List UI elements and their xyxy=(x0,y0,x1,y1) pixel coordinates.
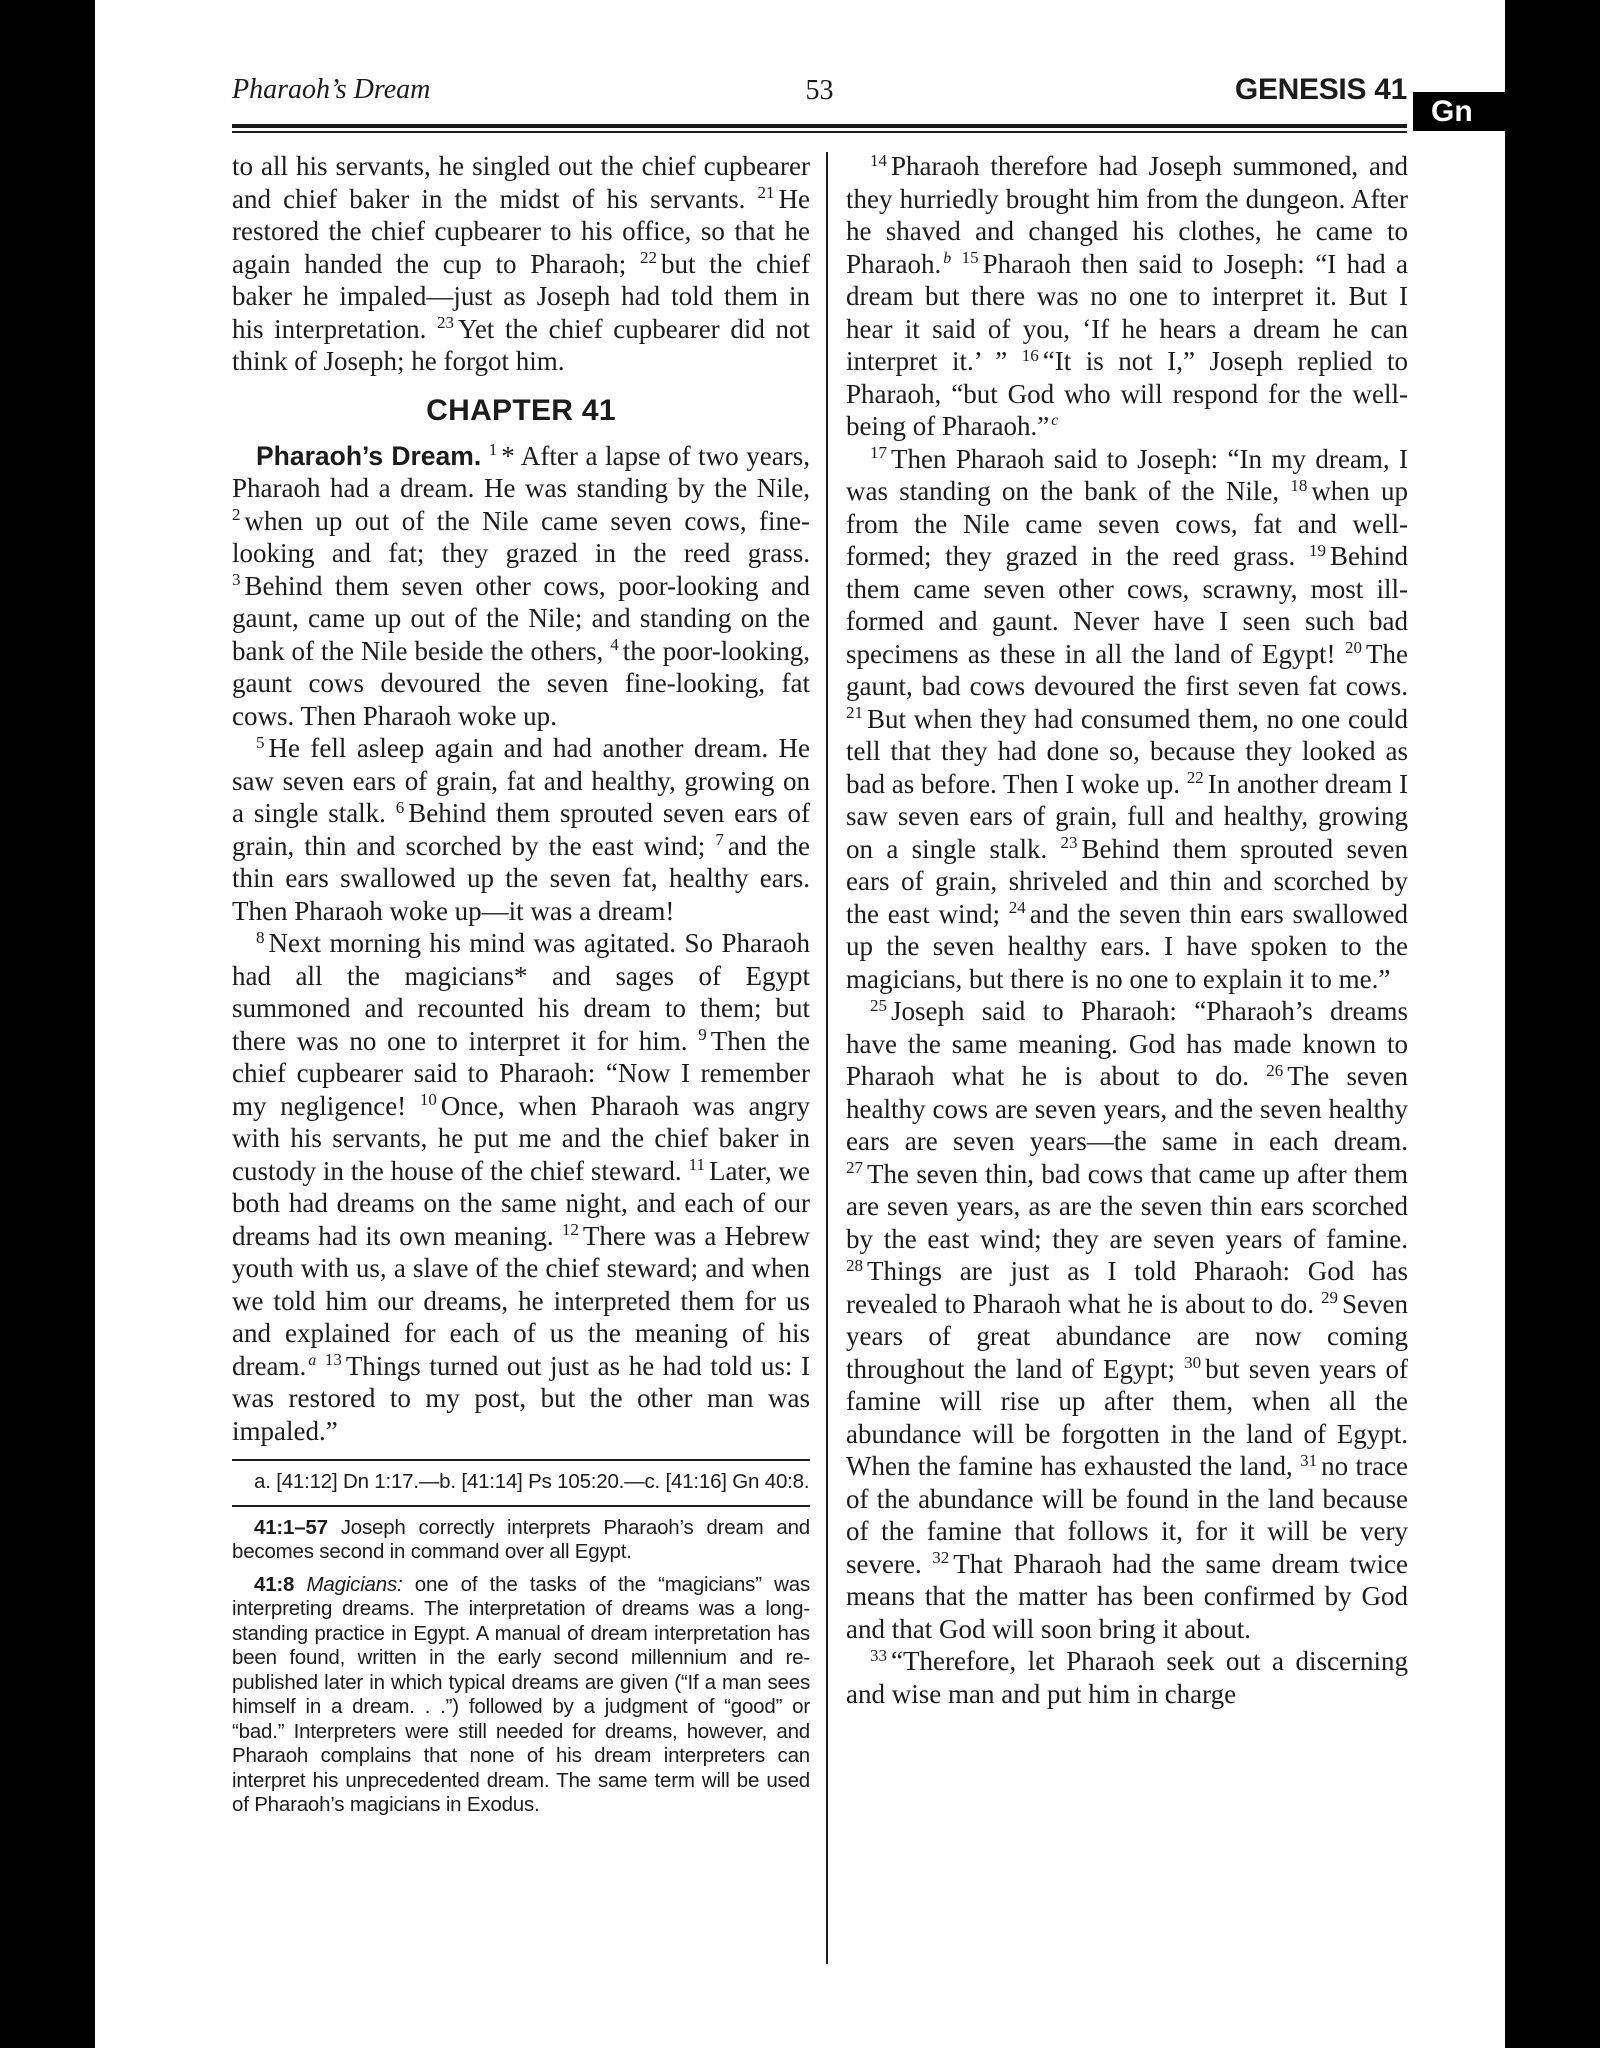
footnote-letter: c xyxy=(1051,412,1059,429)
verse-number: 30 xyxy=(1184,1353,1202,1372)
crossref-paragraph: a. [41:12] Dn 1:17.—b. [41:14] Ps 105:20.—c. [41:16] Gn 40:8. xyxy=(254,1470,810,1493)
running-head: Pharaoh’s Dream xyxy=(232,74,431,105)
left-column xyxy=(232,150,810,1818)
verse-paragraph: to all his servants, he singled out the chief cupbearer and chief baker in the midst of his servants. $^{21}$ He restored the chief cupbearer to his office, so that he again handed the cup to Pharaoh; $^{22}$ but the chief baker he impaled—just as Joseph had told them in his interpretation. $^{23}$ Yet the chief cupbearer did not think of Joseph; he forgot him. xyxy=(232,151,811,376)
verse-number: 1 xyxy=(488,440,498,459)
verse-number: 26 xyxy=(1266,1060,1284,1080)
verse-number: 22 xyxy=(1186,768,1204,787)
verse-number: 27 xyxy=(846,1158,863,1177)
chapter-heading: CHAPTER 41 xyxy=(426,393,616,427)
note-reference: 41:8 xyxy=(254,1572,295,1596)
verse-paragraph: $^{25}$ Joseph said to Pharaoh: “Pharaoh’s dreams have the same meaning. God has made known to Pharaoh what he is about to do. $^{26}$ The seven healthy cows are seven years, and the seven healthy ears are seven years—the same in each dream. $^{27}$ The seven thin, bad cows that came up after them are seven years, as are the seven thin ears scorched by the east wind; they are seven years of famine. $^{28}$ Things are just as I told Pharaoh: God has revealed to Pharaoh what he is about to do. $^{29}$ Seven years of great abundance are now coming throughout the land of Egypt; $^{30}$ but seven years of famine will rise up after them, when all the abundance will be forgotten in the land of Egypt. When the famine has exhausted the land, $^{31}$ no trace of the abundance will be found in the land because of the famine that follows it, for it will be very severe. $^{32}$ That Pharaoh had the same dream twice means that the matter has been confirmed by God and that God will soon bring it about. xyxy=(846,995,1409,1644)
verse-number: 21 xyxy=(846,703,863,722)
verse-number: 33 xyxy=(870,1645,887,1665)
page-number: 53 xyxy=(805,75,834,106)
verse-paragraph: Pharaoh’s Dream. $^1$ * After a lapse of two years, Pharaoh had a dream. He was standing by the Nile, $^2$ when up out of the Nile came seven cows, fine-looking and fat; they grazed in the reed grass. $^3$ Behind them seven other cows, poor-looking and gaunt, came up out of the Nile; and standing on the bank of the Nile beside the others, $^4$ the poor-looking, gaunt cows devoured the seven fine-looking, fat cows. Then Pharaoh woke up. xyxy=(232,440,810,731)
verse-number: 15 xyxy=(961,248,979,267)
verse-paragraph: $^{17}$ Then Pharaoh said to Joseph: “In my dream, I was standing on the bank of the Nile, $^{18}$ when up from the Nile came seven cows, fat and well-formed; they grazed in the reed grass. $^{19}$ Behind them came seven other cows, scrawny, most ill-formed and gaunt. Never have I seen such bad specimens as these in all the land of Egypt! $^{20}$ The gaunt, bad cows devoured the first seven fat cows. $^{21}$ But when they had consumed them, no one could tell that they had done so, because they looked as bad as before. Then I woke up. $^{22}$ In another dream I saw seven ears of grain, full and healthy, growing on a single stalk. $^{23}$ Behind them sprouted seven ears of grain, shriveled and thin and scorched by the east wind; $^{24}$ and the seven thin ears swallowed up the seven healthy ears. I have spoken to the magicians, but there is no one to explain it to me.” xyxy=(846,443,1409,994)
verse-number: 5 xyxy=(256,732,265,752)
footnote-letter: a xyxy=(308,1351,317,1369)
verse-paragraph: $^5$ He fell asleep again and had another dream. He saw seven ears of grain, fat and healthy, growing on a single stalk. $^6$ Behind them sprouted seven ears of grain, thin and scorched by the east wind; $^7$ and the thin ears swallowed up the seven fat, healthy ears. Then Pharaoh woke up—it was a dream! xyxy=(232,732,810,926)
verse-number: 24 xyxy=(1008,898,1026,917)
verse-paragraph: $^{33}$ “Therefore, let Pharaoh seek out a discerning and wise man and put him in charge xyxy=(846,1645,1408,1709)
verse-number: 18 xyxy=(1290,475,1308,495)
verse-number: 3 xyxy=(232,570,241,589)
scan-edge-right xyxy=(1505,0,1600,2048)
verse-number: 9 xyxy=(698,1025,707,1044)
right-column xyxy=(846,150,1408,1710)
verse-number: 25 xyxy=(870,995,887,1015)
footnote-rule xyxy=(232,1505,810,1507)
verse-number: 16 xyxy=(1021,345,1039,365)
header-rule xyxy=(232,124,1407,133)
verse-number: 22 xyxy=(640,248,658,267)
column-divider xyxy=(826,152,828,1964)
verse-number: 23 xyxy=(437,313,455,332)
verse-number: 10 xyxy=(419,1090,437,1109)
verse-number: 17 xyxy=(870,443,887,462)
italic-term: Magicians: xyxy=(306,1572,403,1596)
verse-number: 2 xyxy=(232,505,241,524)
paragraph-lead: Pharaoh’s Dream. xyxy=(256,440,482,471)
verse-paragraph: $^8$ Next morning his mind was agitated. So Pharaoh had all the magicians* and sages of Egypt summoned and recounted his dream to them; but there was no one to interpret it for him. $^9$ Then the chief cupbearer said to Pharaoh: “Now I remember my negligence! $^{10}$ Once, when Pharaoh was angry with his servants, he put me and the chief baker in custody in the house of the chief steward. $^{11}$ Later, we both had dreams on the same night, and each of our dreams had its own meaning. $^{12}$ There was a Hebrew youth with us, a slave of the chief steward; and when we told him our dreams, he interpreted them for us and explained for each of us the meaning of his dream. $^a$ $^{13}$ Things turned out just as he had told us: I was restored to my post, but the other man was impaled.” xyxy=(232,927,811,1446)
scan-edge-left xyxy=(0,0,95,2048)
verse-number: 6 xyxy=(395,797,405,817)
verse-number: 29 xyxy=(1321,1288,1339,1307)
verse-number: 20 xyxy=(1345,638,1363,657)
verse-number: 31 xyxy=(1300,1450,1318,1470)
note-reference: 41:1–57 xyxy=(254,1515,328,1539)
footnote-rule xyxy=(232,1459,810,1461)
verse-number: 13 xyxy=(324,1350,342,1369)
note-paragraph: 41:8 Magicians: one of the tasks of the “magicians” was interpreting dreams. The interpretation of dreams was a long-standing practice in Egypt. A manual of dream interpretation has been found, written in the early second millennium and re-published later in which typical dreams are given (“If a man sees himself in a dream. . .”) followed by a judgment of “good” or “bad.” Interpreters were still needed for dreams, however, and Pharaoh complains that none of his dream interpreters can interpret his unprecedented dream. The same term will be used of Pharaoh’s magicians in Exodus. xyxy=(232,1572,810,1816)
verse-number: 11 xyxy=(688,1155,705,1174)
note-paragraph: 41:1–57 Joseph correctly interprets Pharaoh’s dream and becomes second in command over all Egypt. xyxy=(232,1515,810,1563)
footnote-letter: b xyxy=(943,249,952,267)
verse-number: 19 xyxy=(1309,540,1326,560)
verse-number: 7 xyxy=(715,830,724,849)
verse-number: 8 xyxy=(256,927,265,947)
verse-number: 21 xyxy=(757,183,775,202)
verse-number: 14 xyxy=(870,150,887,170)
book-chapter-heading: GENESIS 41 xyxy=(1234,73,1407,106)
verse-number: 28 xyxy=(846,1255,863,1275)
verse-number: 32 xyxy=(932,1548,950,1567)
verse-paragraph: $^{14}$ Pharaoh therefore had Joseph summoned, and they hurriedly brought him from the dungeon. After he shaved and changed his clothes, he came to Pharaoh. $^b$ $^{15}$ Pharaoh then said to Joseph: “I had a dream but there was no one to interpret it. But I hear it said of you, ‘If he hears a dream he can interpret it.’ ” $^{16}$ “It is not I,” Joseph replied to Pharaoh, “but God who will respond for the well-being of Pharaoh.” $^c$ xyxy=(846,150,1408,441)
book-thumb-tab-label: Gn xyxy=(1431,95,1473,128)
verse-number: 4 xyxy=(610,635,619,654)
book-thumb-tab xyxy=(1413,92,1506,131)
verse-number: 12 xyxy=(561,1220,579,1239)
verse-number: 23 xyxy=(1060,833,1078,852)
